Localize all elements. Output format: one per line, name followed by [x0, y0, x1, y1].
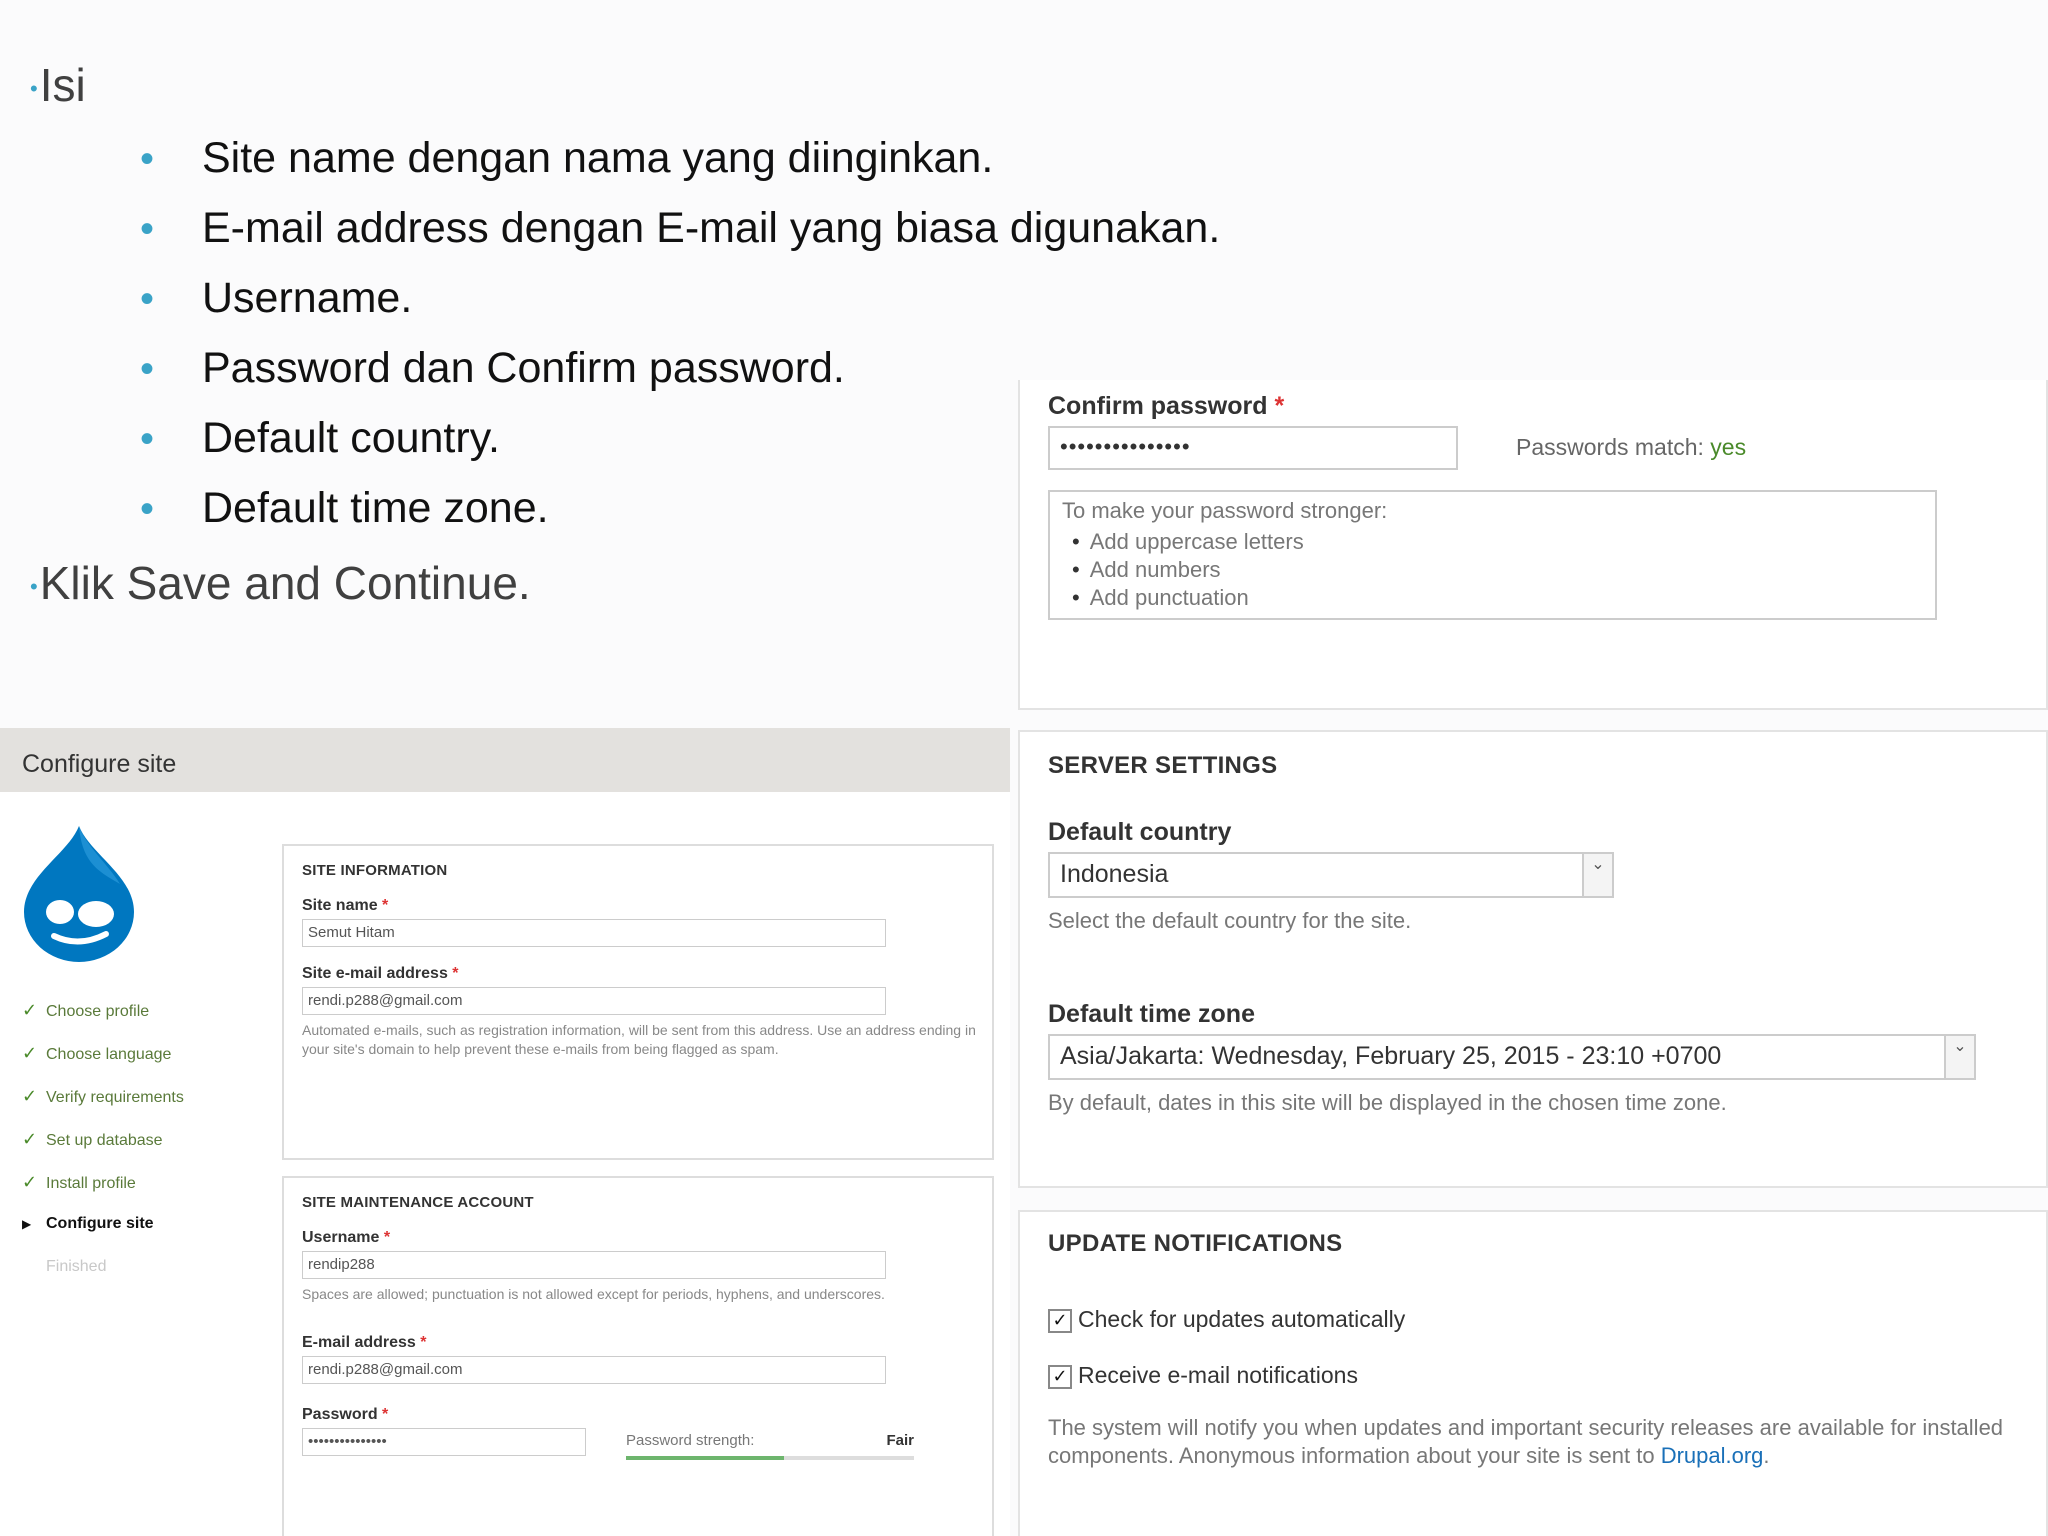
section-title: UPDATE NOTIFICATIONS: [1048, 1230, 1343, 1257]
bullet-dot: •: [30, 573, 38, 599]
fieldset-title: SITE INFORMATION: [302, 862, 448, 879]
site-maintenance-fieldset: [282, 1176, 994, 1536]
email-notifications-row[interactable]: ✓ Receive e-mail notifications: [1048, 1362, 1358, 1389]
check-icon: ✓: [22, 1129, 38, 1149]
updates-description: The system will notify you when updates and important security releases are available for installed components. Anonymous information about your site is sent to Drupal.org.: [1048, 1415, 2004, 1468]
bullet-dot: •: [140, 137, 155, 181]
bullet-text: Isi: [39, 59, 86, 111]
triangle-right-icon: ▶: [22, 1217, 32, 1231]
bullet-level1: [30, 58, 86, 112]
fieldset-title: SITE MAINTENANCE ACCOUNT: [302, 1194, 534, 1211]
bullet-level2: [140, 414, 500, 463]
bullet-text: Default country.: [202, 414, 500, 462]
step-item: ✓ Verify requirements: [22, 1086, 184, 1106]
server-settings-panel: [1018, 730, 2048, 1188]
default-country-label: Default country: [1048, 818, 1232, 846]
tip-item: • Add numbers: [1062, 556, 1923, 584]
bullet-text: Username.: [202, 274, 413, 322]
confirm-password-panel: [1018, 380, 2048, 710]
update-notifications-panel: [1018, 1210, 2048, 1536]
bullet-text: Password dan Confirm password.: [202, 344, 845, 392]
chevron-down-icon: ⌄: [1944, 1036, 1974, 1078]
confirm-password-label: Confirm password *: [1048, 392, 1285, 420]
tip-item: • Add uppercase letters: [1062, 528, 1923, 556]
install-steps: [22, 1000, 184, 1301]
bullet-text: E-mail address dengan E-mail yang biasa digunakan.: [202, 204, 1221, 252]
username-input[interactable]: rendip288: [302, 1251, 886, 1279]
username-description: Spaces are allowed; punctuation is not allowed except for periods, hyphens, and underscores.: [302, 1286, 885, 1302]
configure-site-header: [0, 728, 1010, 792]
step-item: ✓ Choose language: [22, 1043, 172, 1063]
site-email-input[interactable]: rendi.p288@gmail.com: [302, 987, 886, 1015]
bullet-level2: [140, 344, 845, 393]
check-icon: ✓: [22, 1043, 38, 1063]
bullet-text: Klik Save and Continue.: [39, 557, 531, 609]
default-country-description: Select the default country for the site.: [1048, 908, 1412, 933]
bullet-dot: •: [30, 75, 38, 101]
step-item: ✓ Install profile: [22, 1172, 136, 1192]
tip-item: • Add punctuation: [1062, 584, 1923, 612]
password-input[interactable]: •••••••••••••••: [302, 1428, 586, 1456]
bullet-level2: [140, 484, 549, 533]
section-title: SERVER SETTINGS: [1048, 752, 1278, 779]
passwords-match: Passwords match: yes: [1516, 434, 1747, 460]
bullet-text: Site name dengan nama yang diinginkan.: [202, 134, 994, 182]
step-item-active: ▶ Configure site: [22, 1215, 154, 1232]
chevron-down-icon: ⌄: [1582, 854, 1612, 896]
check-icon: ✓: [22, 1172, 38, 1192]
password-tips-box: [1048, 490, 1937, 620]
email-input[interactable]: rendi.p288@gmail.com: [302, 1356, 886, 1384]
email-label: E-mail address *: [302, 1334, 427, 1351]
step-item: ✓ Set up database: [22, 1129, 163, 1149]
bullet-level2: [140, 274, 412, 323]
check-icon: ✓: [22, 1086, 38, 1106]
password-row: [302, 1428, 974, 1456]
password-strength-fill: [626, 1456, 784, 1460]
site-email-description: Automated e-mails, such as registration information, will be sent from this address. Use an address ending in your site's domain to help prevent these e-mails from being flagged as spam.: [302, 1022, 976, 1057]
email-notifications-checkbox[interactable]: ✓: [1048, 1365, 1072, 1389]
default-timezone-select[interactable]: Asia/Jakarta: Wednesday, February 25, 2015 - 23:10 +0700 ⌄: [1048, 1034, 1976, 1080]
confirm-password-input[interactable]: •••••••••••••••: [1048, 426, 1458, 470]
check-updates-row[interactable]: ✓ Check for updates automatically: [1048, 1306, 1405, 1333]
check-updates-checkbox[interactable]: ✓: [1048, 1309, 1072, 1333]
default-timezone-label: Default time zone: [1048, 1000, 1255, 1028]
site-name-input[interactable]: Semut Hitam: [302, 919, 886, 947]
drupal-org-link[interactable]: Drupal.org: [1660, 1443, 1764, 1468]
check-icon: ✓: [22, 1000, 38, 1020]
default-country-select[interactable]: Indonesia ⌄: [1048, 852, 1614, 898]
bullet-level1: [30, 556, 531, 610]
drupal-logo-icon: [20, 824, 138, 962]
step-item-pending: Finished: [46, 1258, 107, 1275]
bullet-dot: •: [140, 487, 155, 531]
password-strength: Password strength: Fair: [626, 1432, 914, 1449]
username-label: Username *: [302, 1229, 391, 1246]
tips-title: To make your password stronger:: [1062, 498, 1388, 523]
bullet-dot: •: [140, 417, 155, 461]
page-title: Configure site: [22, 750, 177, 778]
bullet-dot: •: [140, 207, 155, 251]
password-label: Password *: [302, 1406, 389, 1423]
bullet-dot: •: [140, 347, 155, 391]
default-timezone-description: By default, dates in this site will be displayed in the chosen time zone.: [1048, 1090, 1727, 1115]
password-strength-bar: [626, 1456, 914, 1460]
site-information-fieldset: [282, 844, 994, 1160]
install-screenshot: [0, 728, 1010, 1536]
bullet-level2: [140, 204, 1220, 253]
bullet-dot: •: [140, 277, 155, 321]
bullet-level2: [140, 134, 993, 183]
step-item: ✓ Choose profile: [22, 1000, 150, 1020]
bullet-text: Default time zone.: [202, 484, 549, 532]
site-name-label: Site name *: [302, 897, 389, 914]
site-email-label: Site e-mail address *: [302, 965, 459, 982]
